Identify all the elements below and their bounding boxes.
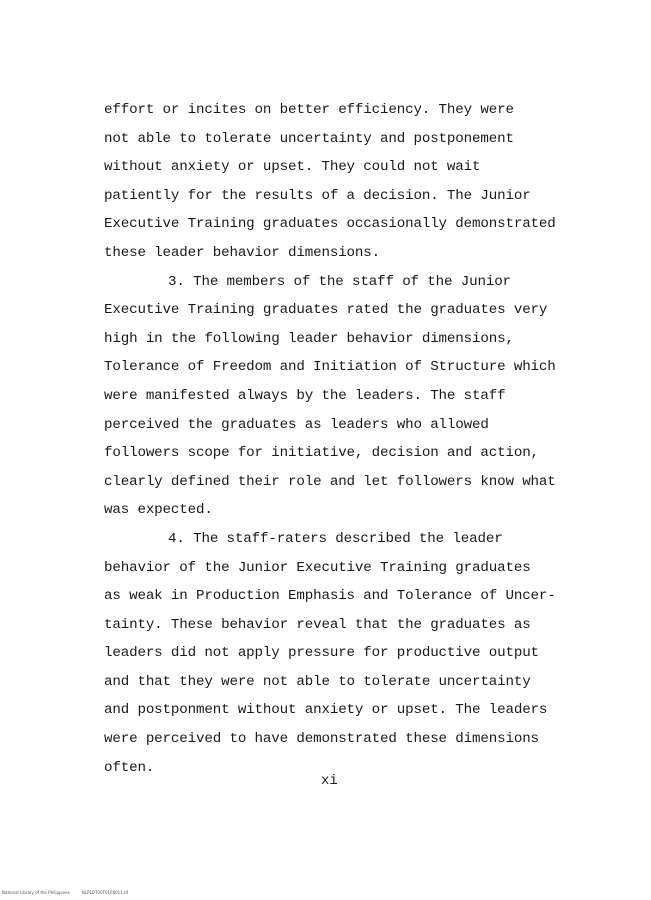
footer-library: National Library of the Philippines [2,890,70,895]
text-line: Executive Training graduates occasionally demonstrated [104,216,556,233]
text-line: perceived the graduates as leaders who allowed [104,416,489,433]
text-line: clearly defined their role and let followers know what [104,473,556,490]
text-line: high in the following leader behavior dimensions, [104,330,514,347]
text-line: not able to tolerate uncertainty and postponement [104,130,514,147]
footer-file-id: NLP1DT00T0100011.tif [81,890,129,895]
text-line: often. [104,759,155,776]
text-line-item-4: 4. The staff-raters described the leader [168,530,503,547]
text-line: Executive Training graduates rated the graduates very [104,302,548,319]
text-line: effort or incites on better efficiency. They were [104,102,514,118]
body-text [104,96,574,782]
text-line: followers scope for initiative, decision and action, [104,445,539,462]
text-line-item-3: 3. The members of the staff of the Junior [168,273,511,290]
page-number: xi [321,773,338,789]
text-line: was expected. [104,502,213,519]
text-line: and postponment without anxiety or upset. The leaders [104,702,548,719]
text-line: were manifested always by the leaders. The staff [104,387,506,404]
text-line: behavior of the Junior Executive Training graduates [104,559,531,576]
text-line: and that they were not able to tolerate uncertainty [104,673,531,690]
text-line: Tolerance of Freedom and Initiation of Structure which [104,359,556,376]
text-line: as weak in Production Emphasis and Tolerance of Uncer- [104,588,556,605]
text-line: these leader behavior dimensions. [104,244,381,261]
text-line: were perceived to have demonstrated these dimensions [104,731,539,748]
text-line: without anxiety or upset. They could not wait [104,159,481,176]
text-line: patiently for the results of a decision. The Junior [104,187,531,204]
text-line: tainty. These behavior reveal that the graduates as [104,616,531,633]
scan-footer [2,890,128,896]
text-line: leaders did not apply pressure for productive output [104,645,539,662]
